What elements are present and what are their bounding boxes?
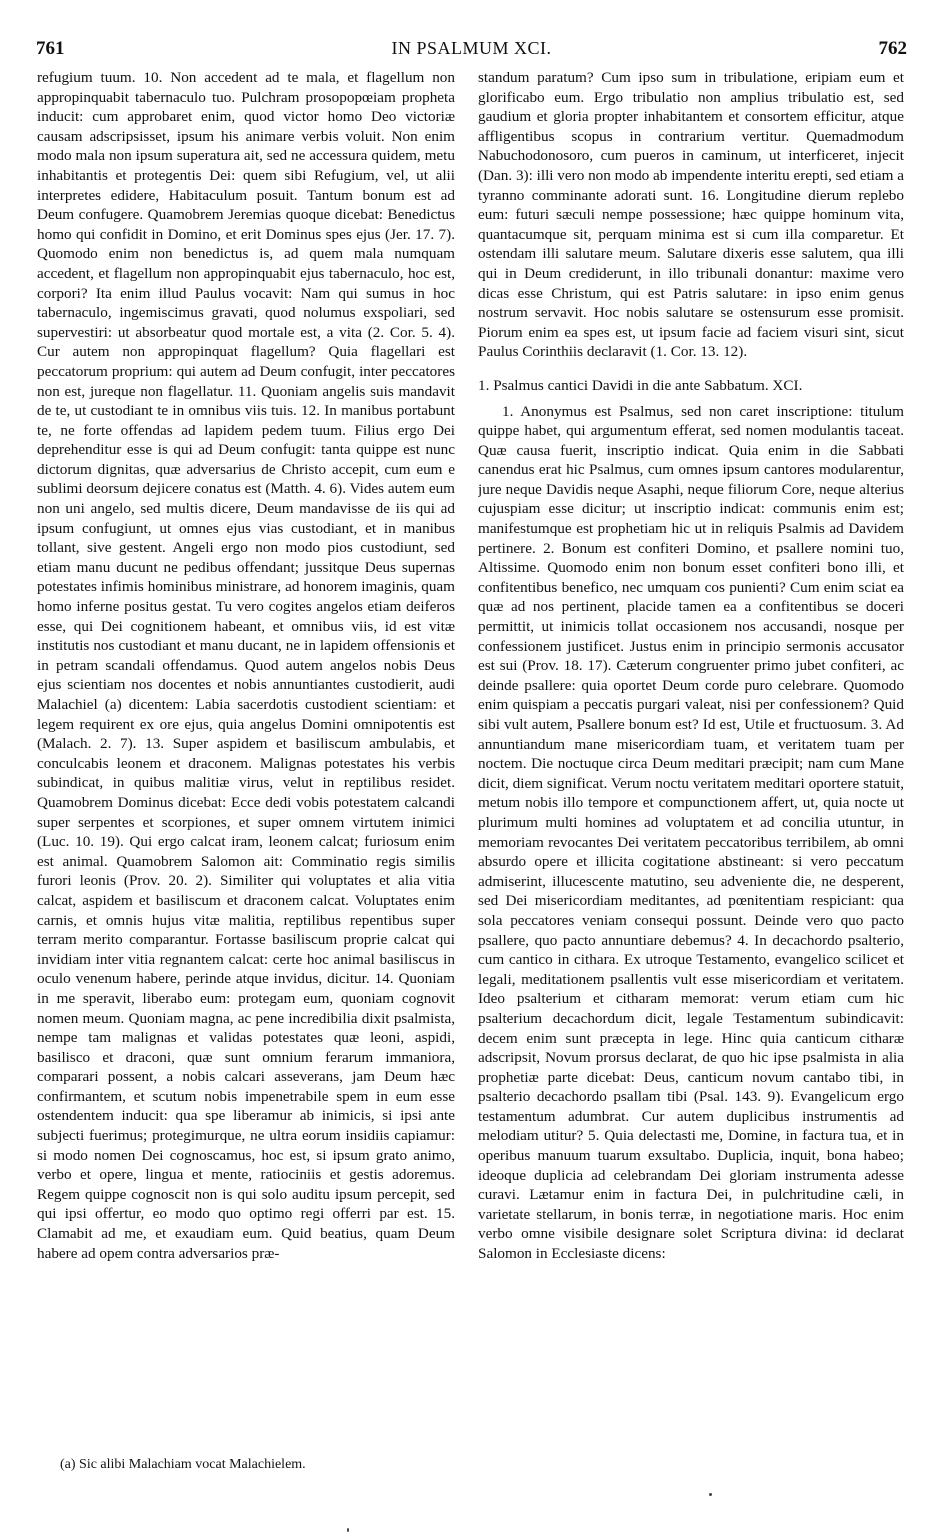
ink-speck — [709, 1493, 712, 1496]
left-column — [37, 68, 455, 1463]
page-number-left: 761 — [36, 38, 65, 59]
right-paragraph-1: standum paratum? Cum ipso sum in tribulatione, eripiam eum et glorificabo eum. Ergo tribulatio non amplius tribulatio est, sed gaudium et gloria propter inhabitantem et consortem efficitur, atque affligentibus scopus in contrarium vertitur. Quemadmodum Nabuchodonosoro, cum pueros in caminum, ut interficeret, injecit (Dan. 3): illi vero non modo ab impendente interitu erepti, sed etiam a tyranno comminante adorati sunt. 16. Longitudine dierum replebo eum: futuri sæculi nempe possessione; hæc quippe hominum vita, quantacumque sit, perquam minima est si cum illa comparetur. Et ostendam illi salutare meum. Salutare dixeris esse salutem, qua illi qui in Deum crediderunt, in illo tribunali donantur: maxime vero dicas esse Christum, qui est Patris salutare: in ipso enim genus nostrum servavit. Hoc nobis salutare se ostensurum esse promisit. Piorum enim ea spes est, ut ipsum facie ad faciem visuri sint, sicut Paulus Corinthiis declaravit (1. Cor. 13. 12). — [478, 69, 904, 361]
left-column-text: refugium tuum. 10. Non accedent ad te mala, et flagellum non appropinquabit tabernaculo tuo. Pulchram prosopopœiam propheta inducit: cum approbaret enim, quod victor homo Deo victoriæ causam adscripsisset, ipsum his animare verbis voluit. Non enim modo mala non ipsum superatura ait, sed ne accessura quidem, metu inhabitantis et protegentis Dei: quem sibi Refugium, vel, ut alii interpretes edidere, Habitaculum posuit. Tantum bonum est ad Deum confugere. Quamobrem Jeremias quoque dicebat: Benedictus homo qui confidit in Domino, et erit Dominus spes ejus (Jer. 17. 7). Quomodo enim non benedictus is, ad quem mala numquam accedent, et flagellum non appropinquabit ejus tabernaculo, hoc est, corpori? Ita enim illud Paulus vocavit: Nam qui sumus in hoc tabernaculo, ingemiscimus gravati, quod nolumus exspoliari, sed supervestiri: ut absorbeatur quod mortale est, a vita (2. Cor. 5. 4). Cur autem non appropinquat flagellum? Quia flagellari est peccatorum proprium: qui autem ad Deum confugit, inter peccatores non est, jureque non flagellatur. 11. Quoniam angelis suis mandavit de te, ut custodiant te in omnibus viis tuis. 12. In manibus portabunt te, ne forte offendas ad lapidem pedem tuum. Filius ergo Dei deprehenditur esse is qui ad Deum confugit: tanta quippe est nunc dictorum dignitas, quæ adversarius de Christo accepit, cum eum e sublimi deorsum dejicere conatus est (Matth. 4. 6). Vides autem eum non uni angelo, sed multis dicere, Deum mandavisse de iis qui ad ipsum confugiunt, ut omnes ejus vias custodiant, et in manibus tollant, sive gestent. Angeli ergo non modo pios custodiunt, sed etiam manu ducunt ne pedibus offendant; jussitque Deus supernas potestates infimis hominibus ministrare, ad honorem imaginis, quam homo inferne positus gestat. Tu vero cogites angelos etiam deiferos esse, qui Dei cognitionem habeant, et omnibus viis, id est vitæ institutis nos custodiant et manu ducant, ne in lapidem offensionis et in petram scandali offendamus. Quod autem angelos nobis Deus ejus scientiam nos docentes et nobis annuntiantes custodierit, audi Malachiel (a) dicentem: Labia sacerdotis custodient scientiam: et legem requirent ex ore ejus, quia angelus Domini omnipotentis est (Malach. 2. 7). 13. Super aspidem et basiliscum ambulabis, et conculcabis leonem et draconem. Malignas potestates his verbis subindicat, in quibus malitiæ virus, velut in reptilibus residet. Quamobrem Dominus dicebat: Ecce dedi vobis potestatem calcandi super serpentes et scorpiones, et super omnem virtutem inimici (Luc. 10. 19). Qui ergo calcat iram, leonem calcat; furiosum enim est animal. Quamobrem Salomon ait: Comminatio regis similis furori leonis (Prov. 20. 2). Similiter qui voluptates et alia vitia calcat, aspidem et basiliscum et draconem calcat. Voluptates enim carnis, et omnis hujus vitæ malitia, reptilibus repentibus super terram merito comparantur. Fortasse basiliscum proprie calcat qui invidiam inter vitia regnantem calcat: certe hoc animal basiliscus in oculo venenum habere, perinde atque invidus, dicitur. 14. Quoniam in me speravit, liberabo eum: protegam eum, quoniam cognovit nomen meum. Quoniam magna, ac pene incredibilia dixit psalmista, nempe tam malignas et validas potestates quæ leoni, aspidi, basilisco et draconi, quæ sunt omnium ferarum immaniora, comparari possent, a nobis calcari asseverans, jam Deum hæc confirmantem, et scutum nobis impenetrabile spem in eum esse ostendentem inducit: qua spe liberamur ab inimicis, si ipsi ante subjecti fuerimus; protegimurque, ne ultra eorum insidiis capiamur: si modo nomen Dei cognoscamus, hoc est, si ipsum grato animo, verbo et opere, lingua et mente, ratiociniis et gestis adoremus. Regem quippe cognoscit non is qui solo auditu ipsum percepit, sed qui ipsi offertur, eo modo quo optimo regi offerri par est. 15. Clamabit ad me, et exaudiam eum. Quid beatius, quam Deum habere ad opem contra adversarios præ- — [37, 69, 455, 1262]
footnote: (a) Sic alibi Malachiam vocat Malachielem. — [60, 1457, 306, 1472]
ink-speck — [347, 1528, 349, 1532]
running-head — [36, 38, 907, 64]
right-paragraph-2: 1. Anonymus est Psalmus, sed non caret inscriptione: titulum quippe habet, qui argumentum efferat, sed nomen modulantis taceat. Quæ causa fuerit, inscriptio indicat. Quia enim in die Sabbati canendus erat hic Psalmus, cum omnes ipsum cantores modularentur, jure neque Davidis neque Asaphi, neque filiorum Core, neque alterius cujuspiam esse dicitur; ut inscriptio indicat: communis enim est; manifestumque est prophetiam hic ut in reliquis Psalmis ad Davidem pertinere. 2. Bonum est confiteri Domino, et psallere nomini tuo, Altissime. Quomodo enim non bonum esset confiteri bono illi, et confitentibus benefico, nec umquam cos punienti? Cum enim sciat ea quæ ad nos pertinent, placide tamen ea a confitentibus se doceri permittit, ut inimicis tollat occasionem nos accusandi, nosque per confessionem justificet. Justus enim in principio sermonis accusator est sui (Prov. 18. 17). Cæterum congruenter primo jubet confiteri, ac deinde psallere: quia oportet Deum corde puro celebrare. Quomodo enim quispiam a peccatis purgari valeat, nisi per confessionem? Quid sibi vult autem, Psallere bonum est? Id est, Utile et fructuosum. 3. Ad annuntiandum mane misericordiam tuam, et veritatem tuam per noctem. Die noctuque circa Deum meditari præcipit; nam cum Mane dicit, diem significat. Verum noctu veritatem meditari oportere statuit, metum nobis illo tempore et compunctionem affert, ut, quia nocte ut plurimum multi homines ad voluptatem et ad concilia utuntur, in memoriam revocantes Dei veritatem peccatoribus terribilem, ab omni absurdo opere et illicita cogitatione abstineant: si vero peccatum admiserint, illucescente matutino, seu adveniente die, ne desperent, sed Dei misericordiam meditantes, ad pœnitentiam respiciant: qua sola peccatores veniam consequi possunt. Deinde vero quo pacto psallere, quo pacto annuntiare debemus? 4. In decachordo psalterio, cum cantico in cithara. Ex utroque Testamento, evangelico scilicet et legali, meditationem psallentis vult esse misericordiam et veritatem. Ideo psalterium et citharam memorat: verum etiam cum hic psalterium decachordum dicit, legale Testamentum subindicavit: decem enim sunt præcepta in lege. Hinc quia canticum citharæ adscripsit, Novum prorsus declarat, de quo hic ipse psalmista in alia prophetiæ parte dicebat: Deus, canticum novum cantabo tibi, in psalterio decachordo psallam tibi (Psal. 143. 9). Evangelicum ergo testamentum adumbrat. Cur autem duplicibus instrumentis ad melodiam utitur? 5. Quia delectasti me, Domine, in factura tua, et in operibus manuum tuarum exsultabo. Duplicia, inquit, bona habeo; ideoque duplicia ad celebrandam Dei gloriam instrumenta adesse curavi. Lætamur enim in factura Dei, in pulchritudine cæli, in varietate stellarum, in bonis terræ, in negotiatione maris. Hoc enim verbo omne visibile designare solet Scriptura divina: id declarat Salomon in Ecclesiaste dicens: — [478, 402, 904, 1263]
running-title: IN PSALMUM XCI. — [391, 38, 552, 58]
page-number-right: 762 — [878, 38, 907, 59]
section-heading: 1. Psalmus cantici Davidi in die ante Sabbatum. XCI. — [478, 376, 803, 394]
right-column — [478, 68, 904, 1498]
